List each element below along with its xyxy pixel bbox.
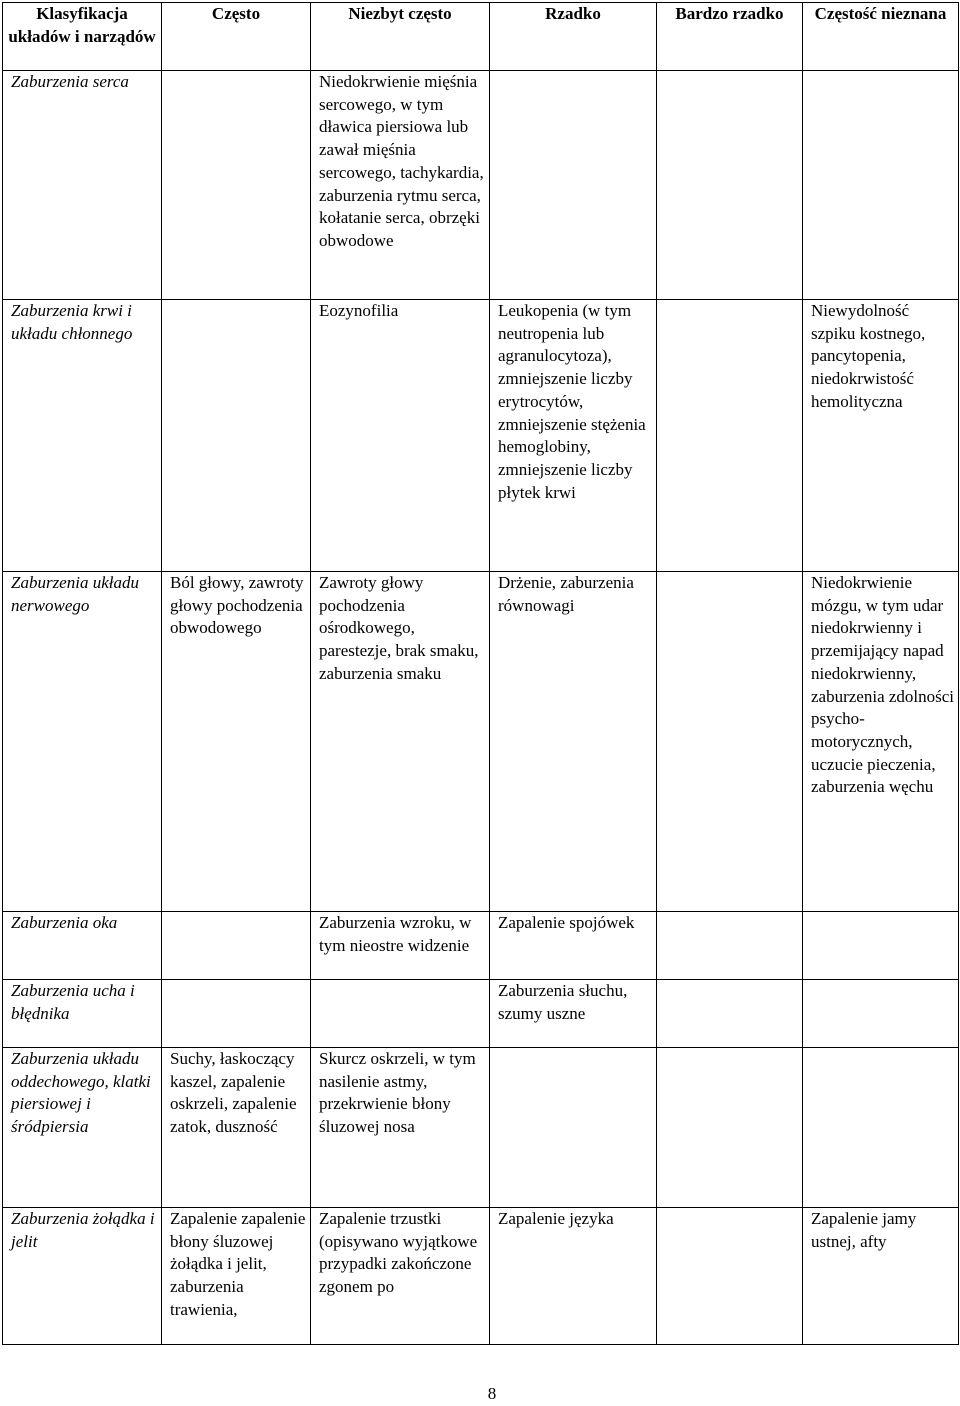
cell-unknown: Niewydolność szpiku kostnego, pancytopenia, niedokrwistość hemolityczna [803, 300, 959, 572]
cell-less-often: Zawroty głowy pochodzenia ośrodkowego, parestezje, brak smaku, zaburzenia smaku [311, 572, 490, 912]
organ-class: Zaburzenia układu nerwowego [3, 572, 162, 912]
organ-class: Zaburzenia żołądka i jelit [3, 1208, 162, 1345]
header-row [3, 3, 959, 71]
cell-rare [490, 1048, 657, 1208]
organ-class: Zaburzenia oka [3, 912, 162, 980]
cell-often [162, 980, 311, 1048]
table-row-respiratory [3, 1048, 959, 1208]
cell-very-rare [657, 71, 803, 300]
table-row-blood [3, 300, 959, 572]
cell-unknown [803, 912, 959, 980]
cell-often [162, 912, 311, 980]
header-unknown: Częstość nieznana [803, 3, 959, 71]
cell-often: Suchy, łaskoczący kaszel, zapalenie oskrzeli, zapalenie zatok, duszność [162, 1048, 311, 1208]
table-row-nervous [3, 572, 959, 912]
cell-less-often: Zaburzenia wzroku, w tym nieostre widzenie [311, 912, 490, 980]
cell-very-rare [657, 1048, 803, 1208]
header-rare: Rzadko [490, 3, 657, 71]
cell-unknown [803, 71, 959, 300]
table-row-heart [3, 71, 959, 300]
cell-very-rare [657, 300, 803, 572]
cell-rare: Leukopenia (w tym neutropenia lub agranulocytoza), zmniejszenie liczby erytrocytów, zmniejszenie stężenia hemoglobiny, zmniejszenie liczby płytek krwi [490, 300, 657, 572]
cell-very-rare [657, 572, 803, 912]
cell-often: Ból głowy, zawroty głowy pochodzenia obwodowego [162, 572, 311, 912]
cell-unknown: Niedokrwienie mózgu, w tym udar niedokrwienny i przemijający napad niedokrwienny, zaburzenia zdolności psycho-motorycznych, uczucie pieczenia, zaburzenia węchu [803, 572, 959, 912]
cell-less-often [311, 980, 490, 1048]
table-row-ear [3, 980, 959, 1048]
cell-unknown [803, 1048, 959, 1208]
table-row-gastro [3, 1208, 959, 1345]
page-number: 8 [487, 1384, 497, 1403]
table-row-eye [3, 912, 959, 980]
cell-rare: Zaburzenia słuchu, szumy uszne [490, 980, 657, 1048]
cell-rare [490, 71, 657, 300]
organ-class: Zaburzenia krwi i układu chłonnego [3, 300, 162, 572]
adverse-effects-table [2, 2, 959, 1345]
header-less-often: Niezbyt często [311, 3, 490, 71]
cell-less-often: Niedokrwienie mięśnia sercowego, w tym dławica piersiowa lub zawał mięśnia sercowego, tachykardia, zaburzenia rytmu serca, kołatanie serca, obrzęki obwodowe [311, 71, 490, 300]
cell-unknown: Zapalenie jamy ustnej, afty [803, 1208, 959, 1345]
cell-very-rare [657, 980, 803, 1048]
header-very-rare: Bardzo rzadko [657, 3, 803, 71]
organ-class: Zaburzenia serca [3, 71, 162, 300]
cell-less-often: Eozynofilia [311, 300, 490, 572]
cell-often [162, 300, 311, 572]
cell-rare: Zapalenie spojówek [490, 912, 657, 980]
organ-class: Zaburzenia układu oddechowego, klatki piersiowej i śródpiersia [3, 1048, 162, 1208]
header-classification: Klasyfikacja układów i narządów [3, 3, 162, 71]
cell-rare: Drżenie, zaburzenia równowagi [490, 572, 657, 912]
cell-often: Zapalenie zapalenie błony śluzowej żołądka i jelit, zaburzenia trawienia, [162, 1208, 311, 1345]
cell-less-often: Zapalenie trzustki (opisywano wyjątkowe przypadki zakończone zgonem po [311, 1208, 490, 1345]
cell-very-rare [657, 912, 803, 980]
cell-very-rare [657, 1208, 803, 1345]
organ-class: Zaburzenia ucha i błędnika [3, 980, 162, 1048]
header-often: Często [162, 3, 311, 71]
cell-often [162, 71, 311, 300]
cell-unknown [803, 980, 959, 1048]
cell-rare: Zapalenie języka [490, 1208, 657, 1345]
cell-less-often: Skurcz oskrzeli, w tym nasilenie astmy, przekrwienie błony śluzowej nosa [311, 1048, 490, 1208]
